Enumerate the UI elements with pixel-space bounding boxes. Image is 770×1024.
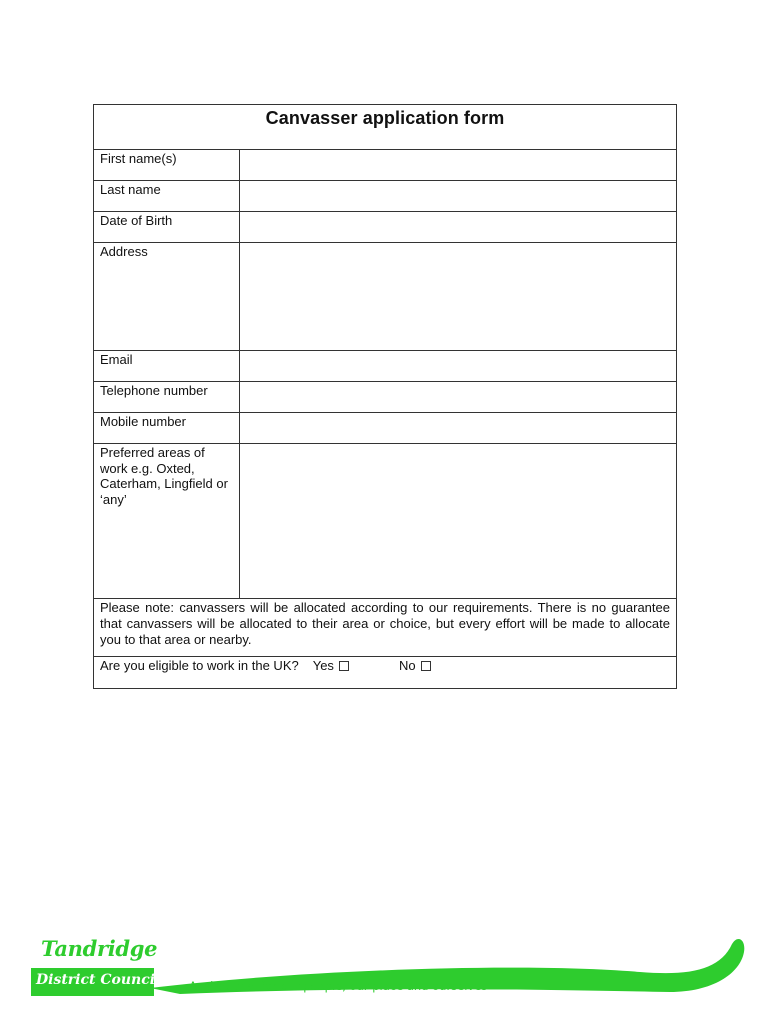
eligibility-row [94, 657, 676, 688]
mobile-row [94, 413, 676, 444]
last-name-label: Last name [94, 181, 240, 211]
first-name-row [94, 150, 676, 181]
eligibility-question: Are you eligible to work in the UK? [100, 658, 299, 673]
form-title: Canvasser application form [265, 108, 505, 128]
telephone-field[interactable] [240, 382, 676, 412]
eligibility-yes-option[interactable] [313, 658, 349, 673]
mobile-label: Mobile number [94, 413, 240, 443]
email-field[interactable] [240, 351, 676, 381]
date-of-birth-label: Date of Birth [94, 212, 240, 242]
address-row [94, 243, 676, 351]
email-label: Email [94, 351, 240, 381]
eligibility-yes-label: Yes [312, 658, 334, 673]
date-of-birth-row [94, 212, 676, 243]
eligibility-no-option[interactable] [399, 658, 431, 673]
mobile-field[interactable] [240, 413, 676, 443]
no-checkbox[interactable] [421, 661, 431, 671]
logo-title: Tandridge [41, 936, 158, 961]
first-name-field[interactable] [240, 150, 676, 180]
yes-checkbox[interactable] [339, 661, 349, 671]
form-title-row [94, 105, 676, 150]
logo-subtitle: District Council [36, 972, 161, 988]
email-row [94, 351, 676, 382]
address-label: Address [94, 243, 240, 350]
preferred-areas-field[interactable] [240, 444, 676, 598]
eligibility-no-label: No [398, 658, 416, 673]
last-name-row [94, 181, 676, 212]
first-name-label: First name(s) [94, 150, 240, 180]
last-name-field[interactable] [240, 181, 676, 211]
allocation-note: Please note: canvassers will be allocated according to our requirements. There is no guarantee that canvassers will be allocated to their area or choice, but every effort will be made to allocate you to that area or nearby. [94, 599, 676, 657]
application-form [93, 104, 677, 689]
preferred-areas-row [94, 444, 676, 599]
date-of-birth-field[interactable] [240, 212, 676, 242]
telephone-label: Telephone number [94, 382, 240, 412]
telephone-row [94, 382, 676, 413]
footer-tagline: Aspirational for our people, our place and ourselves [189, 979, 488, 993]
address-field[interactable] [240, 243, 676, 350]
preferred-areas-label: Preferred areas of work e.g. Oxted, Caterham, Lingfield or ‘any’ [94, 444, 240, 598]
